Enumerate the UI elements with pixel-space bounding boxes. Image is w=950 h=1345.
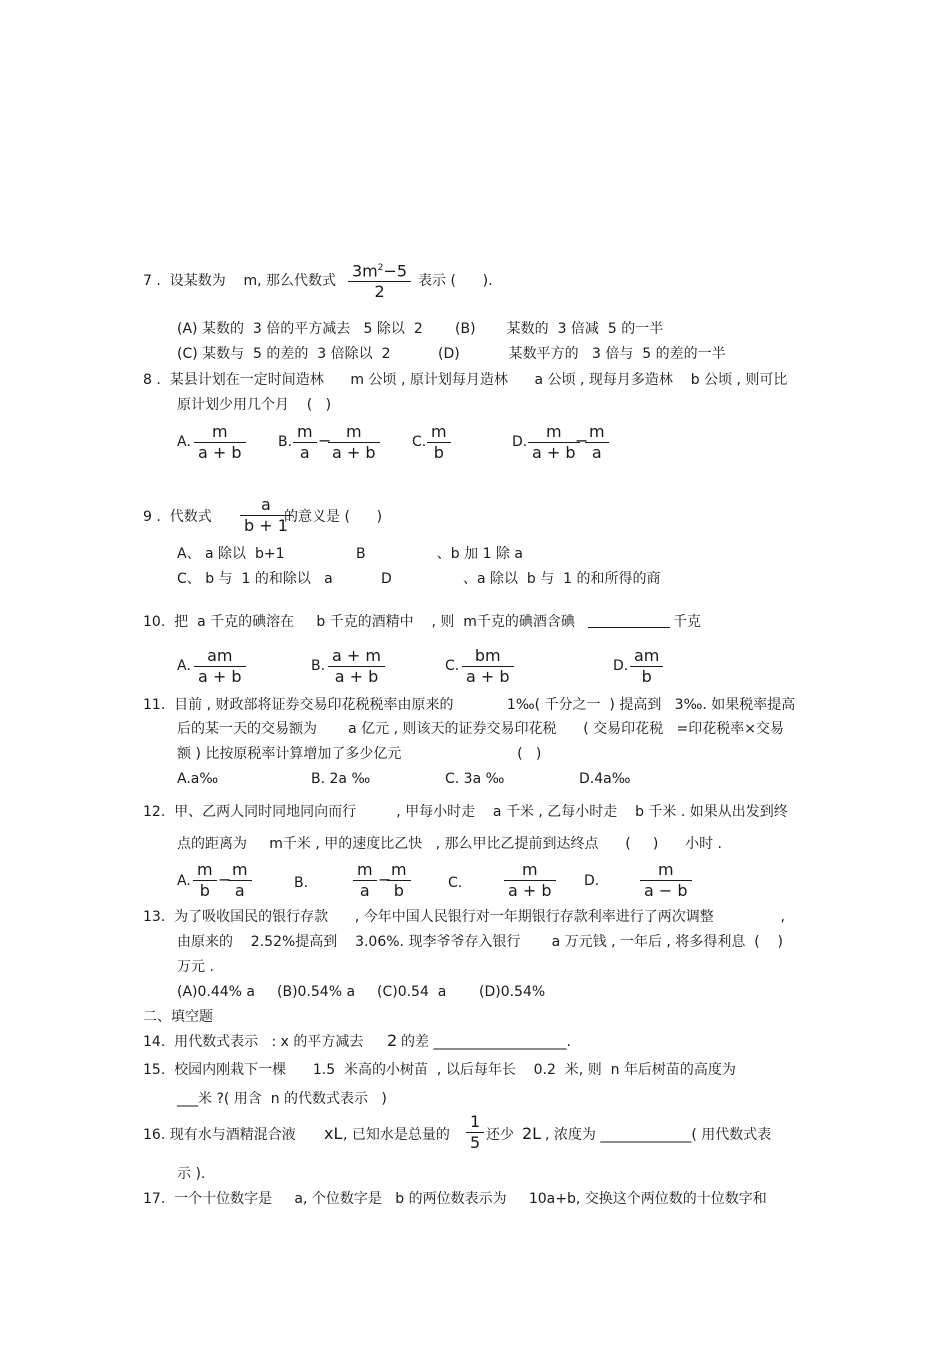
q17-line1: 17. 一个十位数字是 a, 个位数字是 b 的两位数表示为 10a+b, 交换这个两位数的十位数字和 bbox=[143, 1191, 767, 1207]
section-heading: 二、填空题 bbox=[143, 1009, 213, 1025]
q10-option-d-label: D. bbox=[613, 658, 629, 674]
q9-option-a: A、 a 除以 b+1 bbox=[177, 546, 285, 562]
q14-number: 2 bbox=[387, 1031, 398, 1050]
q13-line2: 由原来的 2.52%提高到 3.06%. 现李爷爷存入银行 a 万元钱 , 一年后 , 将多得利息 ( ) bbox=[177, 934, 783, 950]
q10-blank bbox=[588, 613, 670, 633]
q12-option-b-fraction-1: m a bbox=[353, 860, 377, 901]
q13-option-b: (B)0.54% a bbox=[277, 984, 356, 1000]
q8-option-c-label: C. bbox=[412, 434, 427, 450]
q15-line1: 15. 校园内刚栽下一棵 1.5 米高的小树苗 , 以后每年长 0.2 米, 则 n 年后树苗的高度为 bbox=[143, 1062, 736, 1078]
q9-fraction: a b + 1 bbox=[240, 495, 292, 536]
q10-option-a-fraction: am a + b bbox=[194, 646, 246, 687]
q8-option-c-fraction: m b bbox=[427, 422, 451, 463]
q12-line1: 12. 甲、乙两人同时同地同向而行 , 甲每小时走 a 千米 , 乙每小时走 b 千米 . 如果从出发到终 bbox=[143, 804, 788, 820]
q10-option-b-label: B. bbox=[311, 658, 326, 674]
q12-option-d-fraction: m a − b bbox=[640, 860, 692, 901]
q11-option-c: C. 3a ‰ bbox=[445, 771, 505, 787]
q9-tail: 的意义是 ( ) bbox=[284, 509, 383, 525]
q13-option-d: (D)0.54% bbox=[479, 984, 546, 1000]
q12-option-c-fraction: m a + b bbox=[504, 860, 556, 901]
q8-option-d-fraction-2: m a bbox=[585, 422, 609, 463]
q8-option-d-label: D. bbox=[512, 434, 528, 450]
q7-fraction-denominator: 2 bbox=[374, 282, 385, 302]
q13-line3: 万元 . bbox=[177, 959, 214, 975]
q10-option-c-fraction: bm a + b bbox=[462, 646, 514, 687]
q8-option-b-fraction-2: m a + b bbox=[328, 422, 380, 463]
q8-option-b-label: B. bbox=[278, 434, 293, 450]
q10-option-d-fraction: am b bbox=[630, 646, 663, 687]
q8-option-d-minus: − bbox=[575, 431, 589, 450]
q12-option-c-label: C. bbox=[448, 875, 463, 891]
q16-fraction: 1 5 bbox=[466, 1112, 484, 1153]
q12-option-a-label: A. bbox=[177, 873, 191, 889]
q7-tail: 表示 ( ). bbox=[418, 273, 493, 289]
q7-lead: 7 . 设某数为 m, 那么代数式 bbox=[143, 273, 337, 289]
q9-lead: 9 . 代数式 bbox=[143, 509, 212, 525]
q11-line2: 后的某一天的交易额为 a 亿元 , 则该天的证券交易印花税 ( 交易印花税 =印花税率×交易 bbox=[177, 721, 784, 737]
q7-fraction-numerator: $3m^2-5$ bbox=[352, 261, 408, 281]
q15-line2: ___米 ?( 用含 n 的代数式表示 ) bbox=[177, 1091, 387, 1107]
q13-line1: 13. 为了吸收国民的银行存款 , 今年中国人民银行对一年期银行存款利率进行了两次调整 , bbox=[143, 909, 785, 925]
q12-option-b-fraction-2: m b bbox=[387, 860, 411, 901]
q11-line1: 11. 目前 , 财政部将证券交易印花税税率由原来的 1‰( 千分之一 ) 提高到 3‰. 如果税率提高 bbox=[143, 697, 796, 713]
q12-line2: 点的距离为 m千米 , 甲的速度比乙快 , 那么甲比乙提前到达终点 ( ) 小时 . bbox=[177, 836, 722, 852]
q12-option-b-minus: − bbox=[378, 870, 392, 889]
q8-option-b-minus: − bbox=[318, 431, 332, 450]
q16-mid: , 已知水是总量的 bbox=[343, 1127, 450, 1143]
q10-option-b-fraction: a + m a + b bbox=[328, 646, 385, 687]
q12-option-d-label: D. bbox=[584, 873, 600, 889]
q11-option-b: B. 2a ‰ bbox=[311, 771, 371, 787]
q11-line3: 额 ) 比按原税率计算增加了多少亿元 ( ) bbox=[177, 746, 542, 762]
q9-option-b: B 、b 加 1 除 a bbox=[356, 546, 523, 562]
q9-option-d: D 、a 除以 b 与 1 的和所得的商 bbox=[381, 571, 661, 587]
q8-option-a-label: A. bbox=[177, 434, 191, 450]
q12-option-a-fraction-2: m a bbox=[228, 860, 252, 901]
q7-option-a: (A) 某数的 3 倍的平方减去 5 除以 2 bbox=[177, 321, 423, 337]
q7-option-b: (B) 某数的 3 倍减 5 的一半 bbox=[455, 321, 664, 337]
q10-line: 10. 把 a 千克的碘溶在 b 千克的酒精中 , 则 m千克的碘酒含碘 bbox=[143, 614, 575, 630]
q16-line2: 示 ). bbox=[177, 1166, 206, 1182]
q11-option-a: A.a‰ bbox=[177, 771, 219, 787]
q16-lead: 16. 现有水与酒精混合液 bbox=[143, 1127, 296, 1143]
q8-option-b-fraction-1: m a bbox=[293, 422, 317, 463]
q14-tail: 的差 ___________________. bbox=[401, 1034, 571, 1050]
q10-option-c-label: C. bbox=[445, 658, 460, 674]
q8-line1: 8 . 某县计划在一定时间造林 m 公顷 , 原计划每月造林 a 公顷 , 现每月多造林 b 公顷 , 则可比 bbox=[143, 372, 788, 388]
q16-xl: xL bbox=[324, 1124, 343, 1143]
q8-option-a-fraction: m a + b bbox=[194, 422, 246, 463]
q12-option-a-minus: − bbox=[218, 870, 232, 889]
q9-option-c: C、 b 与 1 的和除以 a bbox=[177, 571, 333, 587]
q13-option-a: (A)0.44% a bbox=[177, 984, 256, 1000]
q16-tail: , 浓度为 _____________( 用代数式表 bbox=[545, 1127, 772, 1143]
q16-2l: 2L bbox=[522, 1124, 542, 1143]
q12-option-a-fraction-1: m b bbox=[193, 860, 217, 901]
q8-option-d-fraction-1: m a + b bbox=[528, 422, 580, 463]
q13-option-c: (C)0.54 a bbox=[377, 984, 447, 1000]
q7-fraction bbox=[348, 258, 411, 302]
q10-unit: 千克 bbox=[673, 614, 701, 630]
q11-option-d: D.4a‰ bbox=[579, 771, 631, 787]
q12-option-b-label: B. bbox=[294, 875, 309, 891]
q8-line2: 原计划少用几个月 ( ) bbox=[177, 397, 332, 413]
q14-lead: 14. 用代数式表示 : x 的平方减去 bbox=[143, 1034, 364, 1050]
q16-mid2: 还少 bbox=[486, 1127, 514, 1143]
q7-option-d: (D) 某数平方的 3 倍与 5 的差的一半 bbox=[438, 346, 726, 362]
q10-option-a-label: A. bbox=[177, 658, 191, 674]
q7-option-c: (C) 某数与 5 的差的 3 倍除以 2 bbox=[177, 346, 391, 362]
